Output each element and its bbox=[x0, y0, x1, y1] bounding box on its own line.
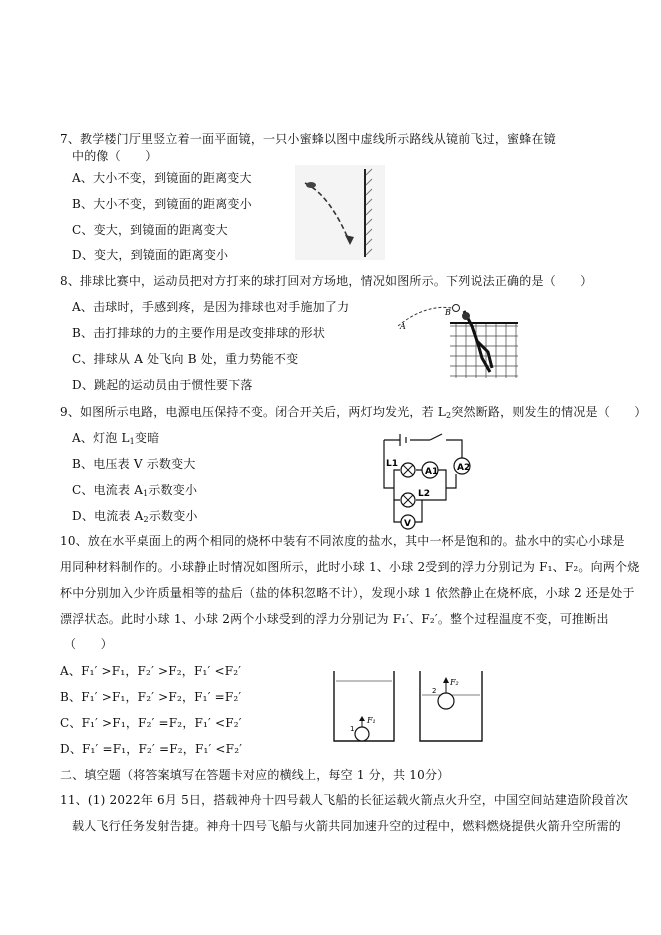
q11-line2: 载人飞行任务发射告捷。神舟十四号飞船与火箭共同加速升空的过程中，燃料燃烧提供火箭升空所需的 bbox=[72, 819, 622, 833]
lamp-l2-icon bbox=[401, 493, 415, 507]
ball-2-label: 2 bbox=[432, 687, 437, 695]
ball-2-icon bbox=[438, 693, 454, 709]
q9-option-a-text: A、灯泡 L bbox=[72, 431, 130, 445]
q7-stem-line2: 中的像（ ） bbox=[72, 149, 158, 163]
q8-option-d: D、跳起的运动员由于惯性要下落 bbox=[72, 378, 253, 392]
section-2-heading: 二、填空题（将答案填写在答题卡对应的横线上，每空 1 分，共 10分） bbox=[60, 768, 450, 782]
q10-line1: 10、放在水平桌面上的两个相同的烧杯中装有不同浓度的盐水，其中一杯是饱和的。盐水中的实心小球是 bbox=[60, 534, 625, 548]
q8-stem: 8、排球比赛中，运动员把对方打来的球打回对方场地，情况如图所示。下列说法正确的是（ ） bbox=[60, 274, 593, 288]
label-l2: L2 bbox=[418, 489, 430, 499]
q8-volleyball-figure bbox=[390, 296, 520, 381]
q10-option-d: D、F₁′ =F₁，F₂′ =F₂，F₁′ <F₂′ bbox=[60, 742, 243, 756]
q8-option-c: C、排球从 A 处飞向 B 处，重力势能不变 bbox=[72, 352, 299, 366]
q9-stem-text: 9、如图所示电路，电源电压保持不变。闭合开关后，两灯均发光，若 L bbox=[60, 405, 447, 419]
q10-line3: 杯中分别加入少许质量相等的盐后（盐的体积忽略不计），发现小球 1 依然静止在烧杯底，小球 2 还是处于 bbox=[60, 586, 635, 600]
q9-option-d-subscript: 2 bbox=[143, 515, 149, 524]
q9-option-c-text: C、电流表 A bbox=[72, 483, 144, 497]
q8-option-a: A、击球时，手感到疼，是因为排球也对手施加了力 bbox=[72, 300, 350, 314]
q9-stem bbox=[60, 404, 647, 424]
q7-mirror-figure bbox=[295, 165, 385, 260]
q7-option-a: A、大小不变，到镜面的距离变大 bbox=[72, 171, 252, 185]
ball-1-label: 1 bbox=[350, 725, 355, 733]
q8-option-b: B、击打排球的力的主要作用是改变排球的形状 bbox=[72, 326, 326, 340]
q7-stem-line1: 7、教学楼门厅里竖立着一面平面镜，一只小蜜蜂以图中虚线所示路线从镜前飞过，蜜蜂在镜 bbox=[60, 132, 556, 146]
q10-line2: 用同种材料制作的。小球静止时情况如图所示，此时小球 1、小球 2受到的浮力分别记为 F₁、F₂。向两个烧 bbox=[60, 560, 640, 574]
q9-circuit-diagram bbox=[370, 430, 480, 532]
q10-line4: 漂浮状态。此时小球 1、小球 2两个小球受到的浮力分别记为 F₁′、F₂′。整个过程温度不变，可推断出 bbox=[60, 612, 609, 626]
lamp-l1-icon bbox=[401, 463, 415, 477]
q10-beakers-figure bbox=[322, 663, 497, 748]
q8-label-a: A bbox=[400, 322, 406, 331]
q9-stem-text-end: 突然断路，则发生的情况是（ ） bbox=[451, 405, 647, 419]
q7-option-c: C、变大，到镜面的距离变大 bbox=[72, 223, 228, 237]
q9-option-c-text-end: 示数变小 bbox=[148, 483, 198, 497]
f2-label: F₂ bbox=[450, 678, 459, 687]
q9-option-c-subscript: 1 bbox=[143, 489, 149, 498]
ball-1-icon bbox=[355, 727, 369, 741]
f1-label: F₁ bbox=[367, 716, 376, 725]
q7-option-b: B、大小不变，到镜面的距离变小 bbox=[72, 197, 252, 211]
q9-option-a bbox=[72, 430, 159, 450]
q10-option-a: A、F₁′ >F₁，F₂′ >F₂，F₁′ <F₂′ bbox=[60, 664, 242, 678]
q9-option-b: B、电压表 V 示数变大 bbox=[72, 457, 196, 471]
q10-option-c: C、F₁′ >F₁，F₂′ =F₂，F₁′ <F₂′ bbox=[60, 716, 242, 730]
label-l1: L1 bbox=[386, 459, 398, 469]
q9-stem-subscript: 2 bbox=[446, 411, 452, 420]
label-a1: A1 bbox=[425, 467, 439, 477]
q9-option-d-text: D、电流表 A bbox=[72, 509, 144, 523]
q9-option-a-subscript: 1 bbox=[129, 437, 135, 446]
q11-line1: 11、(1) 2022年 6月 5日，搭载神舟十四号载人飞船的长征运载火箭点火升空，中国空间站建造阶段首次 bbox=[60, 793, 629, 807]
q8-label-b: B bbox=[445, 308, 451, 317]
q9-option-c bbox=[72, 482, 197, 502]
q10-line5: （ ） bbox=[64, 637, 113, 651]
label-v: V bbox=[404, 519, 411, 529]
q7-option-d: D、变大，到镜面的距离变小 bbox=[72, 248, 229, 262]
q9-option-d-text-end: 示数变小 bbox=[148, 509, 198, 523]
q10-option-b: B、F₁′ >F₁，F₂′ >F₂，F₁′ =F₂′ bbox=[60, 690, 242, 704]
q9-option-d bbox=[72, 508, 198, 528]
label-a2: A2 bbox=[457, 463, 471, 473]
q9-option-a-text-end: 变暗 bbox=[134, 431, 160, 445]
